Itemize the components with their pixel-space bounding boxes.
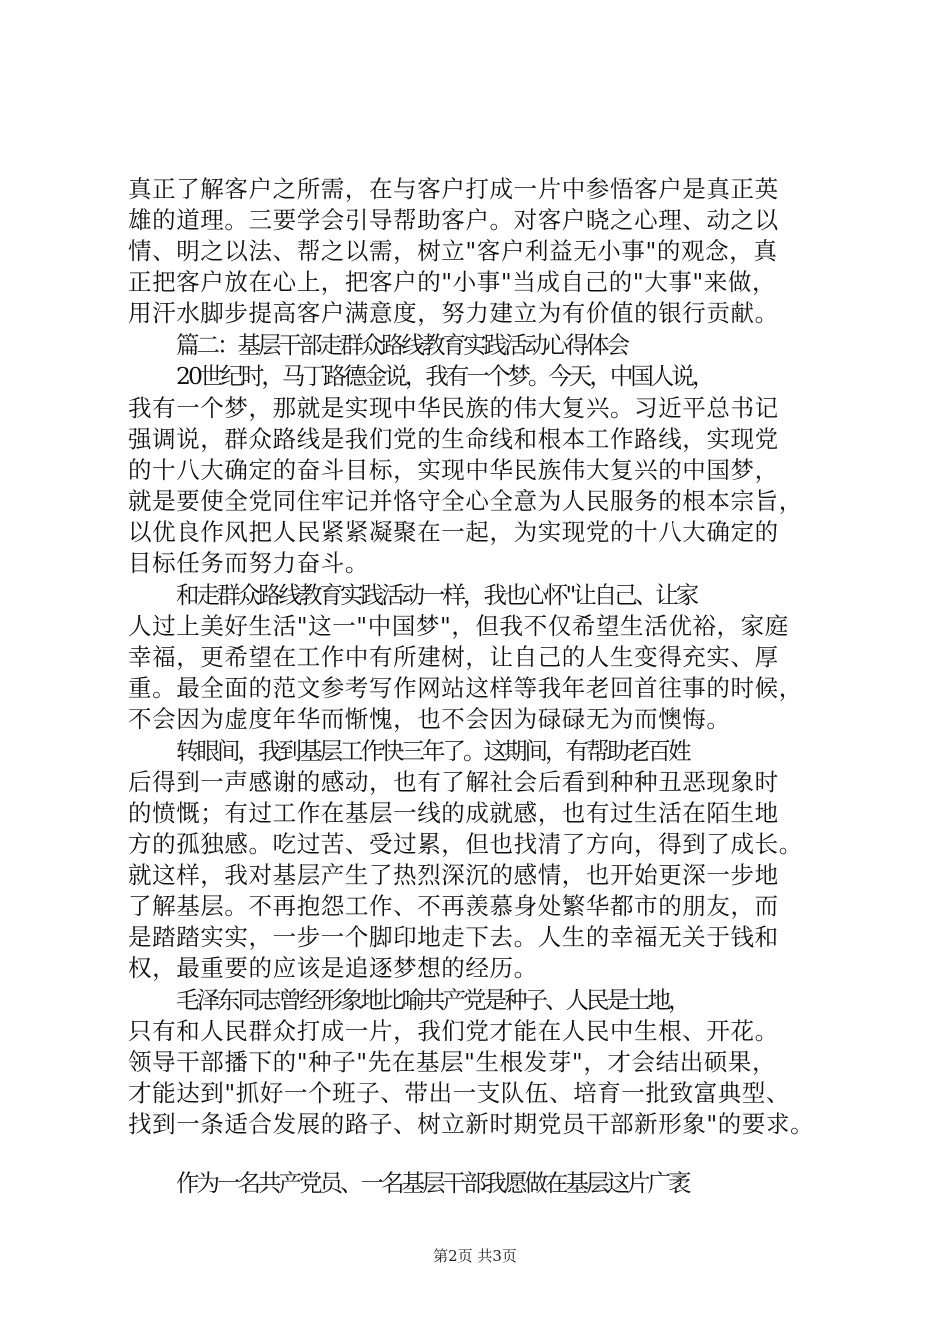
text-line: 的十八大确定的奋斗目标，实现中华民族伟大复兴的中国梦， (128, 456, 779, 484)
text-line: 用汗水脚步提高客户满意度，努力建立为有价值的银行贡献。 (128, 299, 779, 327)
text-line: 后得到一声感谢的感动，也有了解社会后看到种种丑恶现象时 (128, 768, 779, 796)
text-line: 以优良作风把人民紧紧凝聚在一起，为实现党的十八大确定的 (128, 518, 779, 546)
text-line: 了解基层。不再抱怨工作、不再羡慕身处繁华都市的朋友，而 (128, 892, 779, 920)
text-line: 目标任务而努力奋斗。 (128, 549, 369, 577)
page-number-footer: 第2页 共3页 (433, 1247, 517, 1265)
text-line: 不会因为虚度年华而惭愧，也不会因为碌碌无为而懊悔。 (128, 705, 731, 733)
text-line: 才能达到"抓好一个班子、带出一支队伍、培育一批致富典型、 (128, 1079, 791, 1107)
text-line: 权，最重要的应该是追逐梦想的经历。 (128, 954, 538, 982)
text-line: 正把客户放在心上，把客户的"小事"当成自己的"大事"来做， (128, 268, 777, 296)
text-line: 雄的道理。三要学会引导帮助客户。对客户晓之心理、动之以 (128, 206, 779, 234)
text-line: 领导干部播下的"种子"先在基层"生根发芽"，才会结出硕果， (128, 1048, 777, 1076)
text-line: 真正了解客户之所需，在与客户打成一片中参悟客户是真正英 (128, 175, 779, 203)
text-line: 我有一个梦，那就是实现中华民族的伟大复兴。习近平总书记 (128, 394, 779, 422)
text-line: 是踏踏实实，一步一个脚印地走下去。人生的幸福无关于钱和 (128, 923, 779, 951)
text-line: 就是要使全党同住牢记并恪守全心全意为人民服务的根本宗旨， (128, 487, 803, 515)
text-line: 只有和人民群众打成一片，我们党才能在人民中生根、开花。 (128, 1017, 779, 1045)
text-line: 转眼间，我到基层工作快三年了。这期间，有帮助老百姓 (176, 737, 689, 765)
text-line: 人过上美好生活"这一"中国梦"，但我不仅希望生活优裕，家庭 (128, 612, 789, 640)
text-line: 就这样，我对基层产生了热烈深沉的感情，也开始更深一步地 (128, 861, 779, 889)
text-line: 毛泽东同志曾经形象地比喻共产党是种子、人民是土地， (176, 986, 689, 1014)
text-line: 作为一名共产党员、一名基层干部我愿做在基层这片广袤 (176, 1169, 689, 1197)
text-line: 方的孤独感。吃过苦、受过累，但也找清了方向，得到了成长。 (128, 830, 803, 858)
text-line: 找到一条适合发展的路子、树立新时期党员干部新形象"的要求。 (128, 1110, 815, 1138)
text-line: 和走群众路线教育实践活动一样，我也心怀"让自己、让家 (176, 581, 697, 609)
text-line: 20世纪时，马丁路德金说，我有一个梦。今天，中国人说， (176, 362, 713, 390)
text-line: 重。最全面的范文参考写作网站这样等我年老回首往事的时候， (128, 674, 803, 702)
text-line: 强调说，群众路线是我们党的生命线和根本工作路线，实现党 (128, 425, 779, 453)
text-line: 情、明之以法、帮之以需，树立"客户利益无小事"的观念，真 (128, 237, 778, 265)
section-heading: 篇二：基层干部走群众路线教育实践活动心得体会 (176, 331, 627, 359)
text-line: 的愤慨；有过工作在基层一线的成就感，也有过生活在陌生地 (128, 799, 779, 827)
text-line: 幸福，更希望在工作中有所建树，让自己的人生变得充实、厚 (128, 643, 779, 671)
